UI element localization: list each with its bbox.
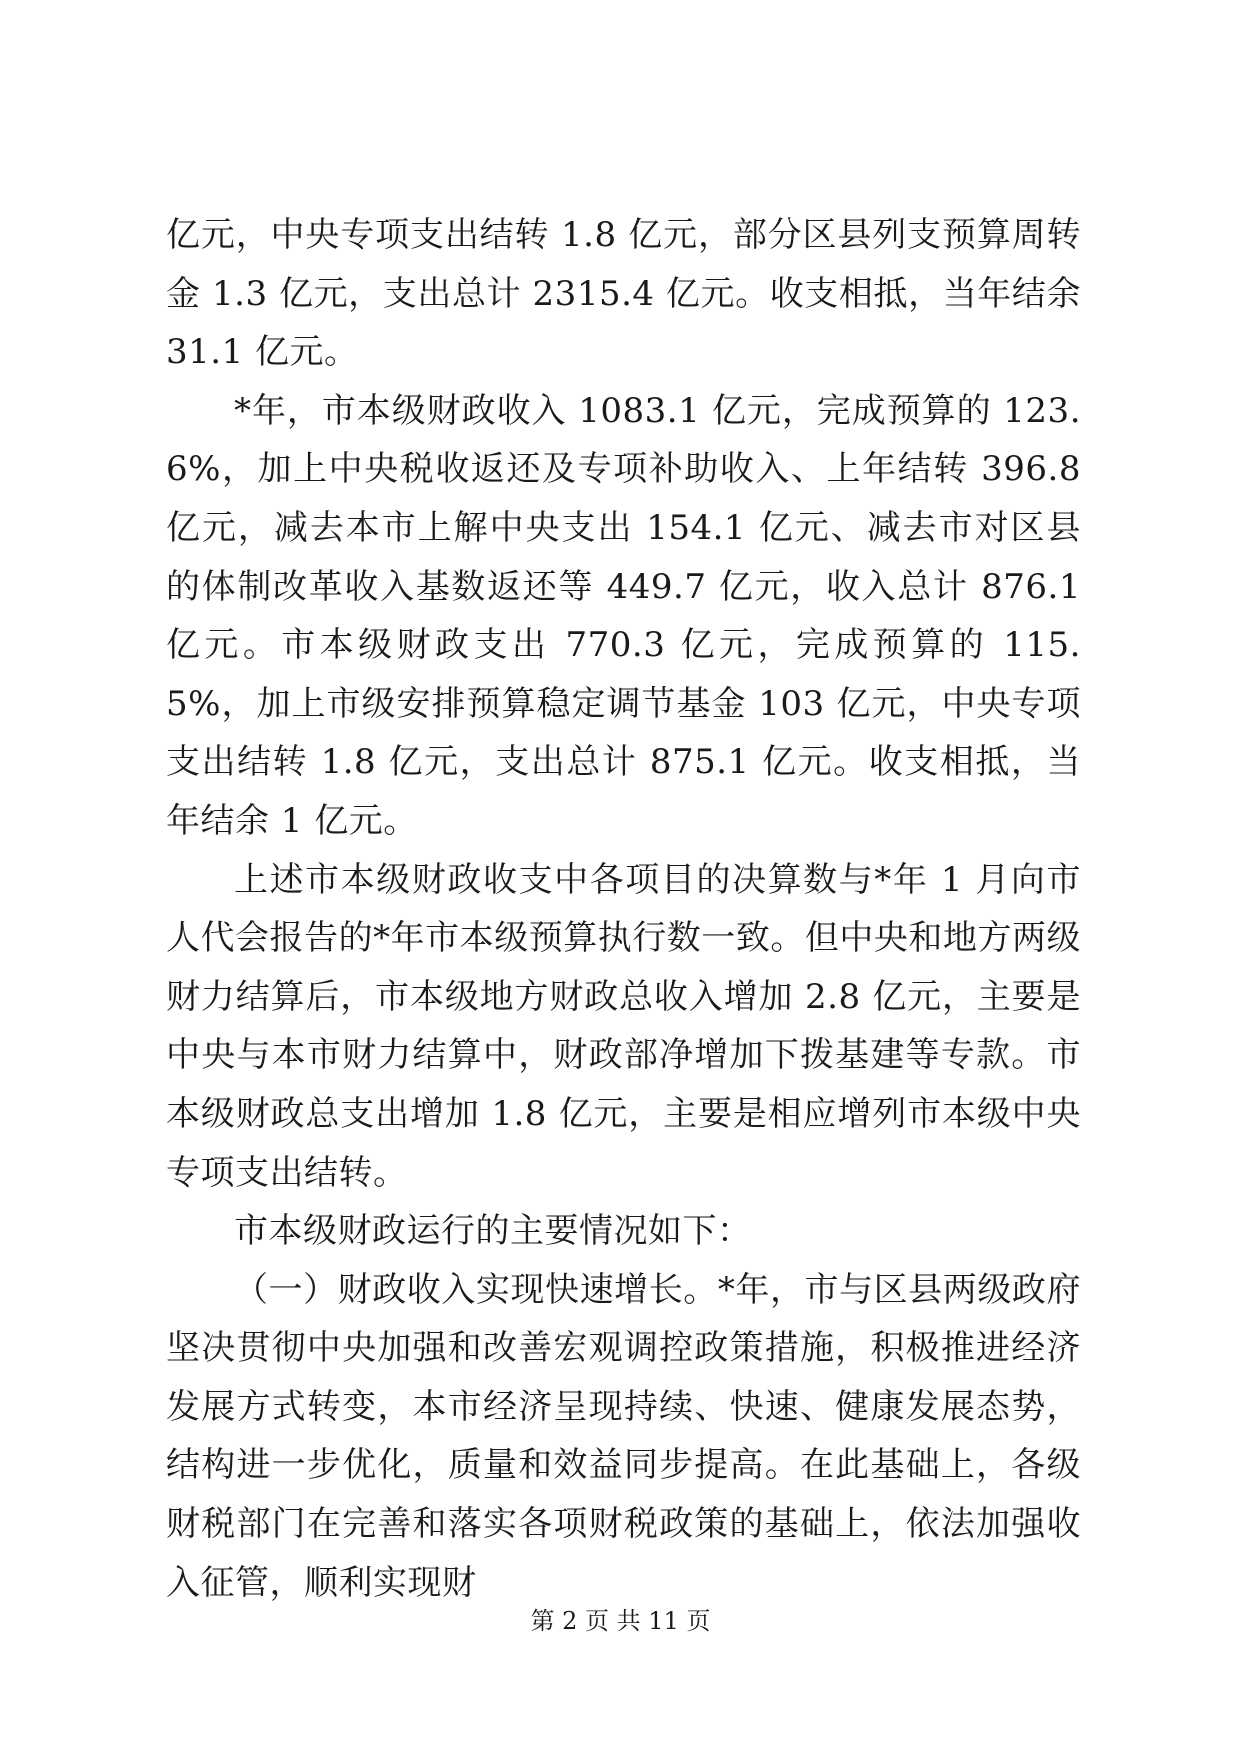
paragraph-3: 上述市本级财政收支中各项目的决算数与*年 1 月向市人代会报告的*年市本级预算执行数一致。但中央和地方两级财力结算后，市本级地方财政总收入增加 2.8 亿元，主要是中央与本市财力结算中，财政部净增加下拨基建等专款。市本级财政总支出增加 1.8 亿元，主要是相应增列市本级中央专项支出结转。 bbox=[166, 859, 1081, 1193]
paragraph-5: （一）财政收入实现快速增长。*年，市与区县两级政府坚决贯彻中央加强和改善宏观调控政策措施，积极推进经济发展方式转变，本市经济呈现持续、快速、健康发展态势，结构进一步优化，质量和效益同步提高。在此基础上，各级财税部门在完善和落实各项财税政策的基础上，依法加强收入征管，顺利实现财 bbox=[166, 1269, 1081, 1603]
paragraph-2: *年，市本级财政收入 1083.1 亿元，完成预算的 123.6%，加上中央税收返还及专项补助收入、上年结转 396.8 亿元，减去本市上解中央支出 154.1 亿元、减去市对区县的体制改革收入基数返还等 449.7 亿元，收入总计 876.1 亿元。市本级财政支出 770.3 亿元，完成预算的 115.5%，加上市级安排预算稳定调节基金 103 亿元，中央专项支出结转 1.8 亿元，支出总计 875.1 亿元。收支相抵，当年结余 1 亿元。 bbox=[166, 390, 1081, 841]
paragraph-1: 亿元，中央专项支出结转 1.8 亿元，部分区县列支预算周转金 1.3 亿元，支出总计 2315.4 亿元。收支相抵，当年结余 31.1 亿元。 bbox=[166, 215, 1081, 373]
paragraph-4: 市本级财政运行的主要情况如下： bbox=[234, 1211, 752, 1252]
page-number-footer: 第 2 页 共 11 页 bbox=[530, 1607, 711, 1635]
document-body bbox=[166, 206, 1081, 1612]
